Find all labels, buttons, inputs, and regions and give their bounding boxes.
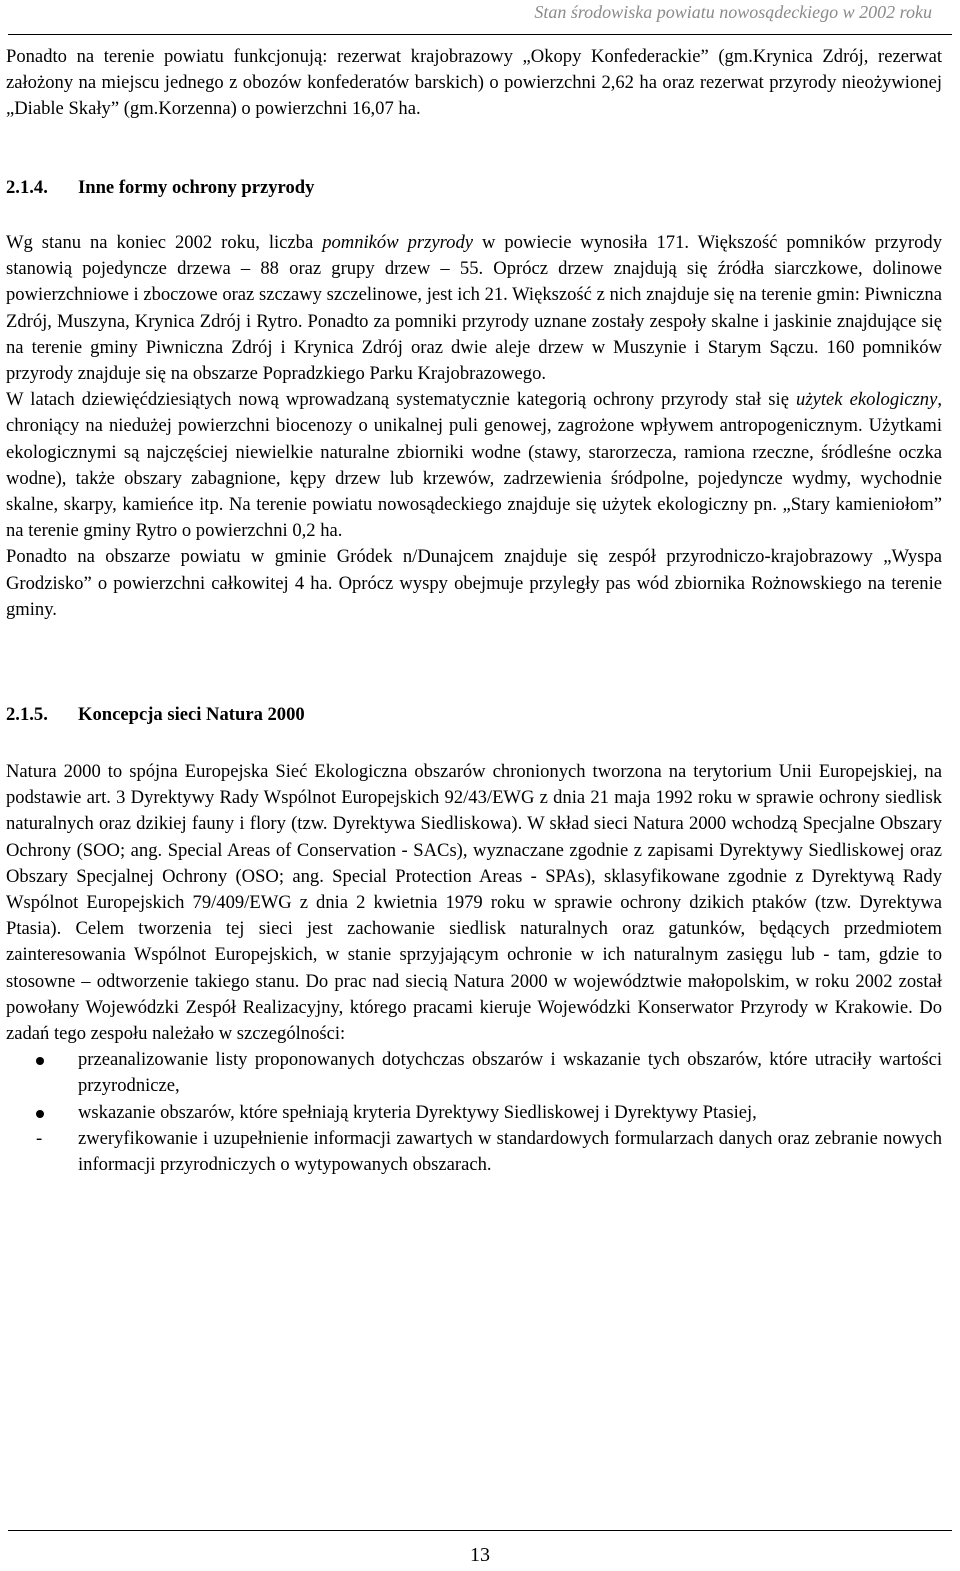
text-run: , chroniący na niedużej powierzchni biocenozy o unikalnej puli genowej, zagrożone wpływem antropogenicznym. Użytkami ekologicznymi są najczęściej niewielkie naturalne zbiorniki wodne (stawy, starorzecza, ramiona rzeczne, śródleśne oczka wodne), także obszary zabagnione, kępy drzew lub krzewów, zadrzewienia śródpolne, pojedyncze wydmy, wychodnie skalne, skarpy, kamieńce itp. Na terenie powiatu nowosądeckiego znajduje się użytek ekologiczny pn. „Stary kamieniołom” na terenie gminy Rytro o powierzchni 0,2 ha. — [6, 389, 942, 542]
section-number: 2.1.4. — [6, 177, 48, 198]
task-list — [6, 1047, 942, 1178]
section-heading-2-1-4 — [6, 175, 314, 201]
intro-block — [6, 44, 942, 123]
section-number: 2.1.5. — [6, 704, 48, 725]
list-item-text: przeanalizowanie listy proponowanych dotychczas obszarów i wskazanie tych obszarów, które utraciły wartości przyrodnicze, — [78, 1049, 942, 1097]
section-2-1-5-body — [6, 759, 942, 1178]
section-title: Koncepcja sieci Natura 2000 — [78, 704, 305, 725]
page-number: 13 — [470, 1544, 490, 1566]
list-item — [6, 1047, 942, 1099]
text-run: W latach dziewięćdziesiątych nową wprowadzaną systematycznie kategorią ochrony przyrody stał się — [6, 389, 797, 411]
list-item-text: wskazanie obszarów, które spełniają kryteria Dyrektywy Siedliskowej i Dyrektywy Ptasiej, — [78, 1101, 757, 1123]
ecological-use-paragraph — [6, 387, 942, 544]
section-2-1-4-body — [6, 230, 942, 623]
text-run: Wg stanu na koniec 2002 roku, liczba — [6, 232, 323, 253]
emphasis-term: użytek ekologiczny — [796, 389, 938, 411]
list-item — [6, 1100, 942, 1126]
intro-paragraph: Ponadto na terenie powiatu funkcjonują: rezerwat krajobrazowy „Okopy Konfederackie” (gm.Krynica Zdrój, rezerwat założony na miejscu jednego z obozów konfederatów barskich) o powierzchni 2,62 ha oraz rezerwat przyrody nieożywionej „Diable Skały” (gm.Korzenna) o powierzchni 16,07 ha. — [6, 46, 942, 120]
section-title: Inne formy ochrony przyrody — [78, 177, 315, 198]
monuments-paragraph — [6, 230, 942, 387]
header-divider — [8, 34, 952, 35]
bullet-dot-icon — [36, 1100, 44, 1126]
natura-paragraph: Natura 2000 to spójna Europejska Sieć Ekologiczna obszarów chronionych tworzona na terytorium Unii Europejskiej, na podstawie art. 3 Dyrektywy Rady Wspólnot Europejskich 92/43/EWG z dnia 21 maja 1992 roku w sprawie ochrony siedlisk naturalnych oraz dzikiej fauny i flory (tzw. Dyrektywa Siedliskowa). W skład sieci Natura 2000 wchodzą Specjalne Obszary Ochrony (SOO; ang. Special Areas of Conservation - SACs), wyznaczane zgodnie z zapisami Dyrektywy Siedliskowej oraz Obszary Specjalnej Ochrony (OSO; ang. Special Protection Areas - SPAs), sklasyfikowane zgodnie z Dyrektywą Rady Wspólnot Europejskich 79/409/EWG z dnia 2 kwietnia 1979 roku w sprawie ochrony dzikich ptaków (tzw. Dyrektywa Ptasia). Celem tworzenia tej sieci jest zachowanie siedlisk naturalnych oraz gatunków, będących przedmiotem zainteresowania Wspólnot Europejskich, w stanie sprzyjającym ochronie w ich naturalnym zasięgu lub - tam, gdzie to stosowne – odtworzenie takiego stanu. Do prac nad siecią Natura 2000 w województwie małopolskim, w roku 2002 został powołany Wojewódzki Zespół Realizacyjny, którego pracami kieruje Wojewódzki Konserwator Przyrody w Krakowie. Do zadań tego zespołu należało w szczególności: — [6, 761, 942, 1045]
list-item-text: zweryfikowanie i uzupełnienie informacji zawartych w standardowych formularzach danych oraz zebranie nowych informacji przyrodniczych o wytypowanych obszarach. — [78, 1127, 942, 1176]
list-item — [6, 1126, 942, 1178]
dash-marker: - — [36, 1127, 43, 1149]
bullet-dot-icon — [36, 1047, 44, 1073]
emphasis-term: pomników przyrody — [322, 232, 473, 253]
text-run: w powiecie wynosiła 171. Większość pomników przyrody stanowią pojedyncze drzewa – 88 oraz grupy drzew – 55. Oprócz drzew znajdują się źródła siarczkowe, dolinowe powierzchniowe i zboczowe oraz szczawy szczelinowe, jest ich 21. Większość z nich znajduje się na terenie gmin: Piwniczna Zdrój, Muszyna, Krynica Zdrój i Rytro. Ponadto za pomniki przyrody uznane zostały zespoły skalne i jaskinie znajdujące się na terenie gminy Piwniczna Zdrój i Krynica Zdrój oraz dwie aleje drzew w Muszynie i Starym Sączu. 160 pomników przyrody znajduje się na obszarze Popradzkiego Parku Krajobrazowego. — [6, 232, 942, 385]
section-heading-2-1-5 — [6, 702, 305, 728]
nature-landscape-paragraph: Ponadto na obszarze powiatu w gminie Gródek n/Dunajcem znajduje się zespół przyrodniczo-krajobrazowy „Wyspa Grodzisko” o powierzchni całkowitej 4 ha. Oprócz wyspy obejmuje przyległy pas wód zbiornika Rożnowskiego na terenie gminy. — [6, 546, 942, 620]
footer-divider — [8, 1530, 952, 1531]
running-header: Stan środowiska powiatu nowosądeckiego w 2002 roku — [534, 2, 932, 22]
